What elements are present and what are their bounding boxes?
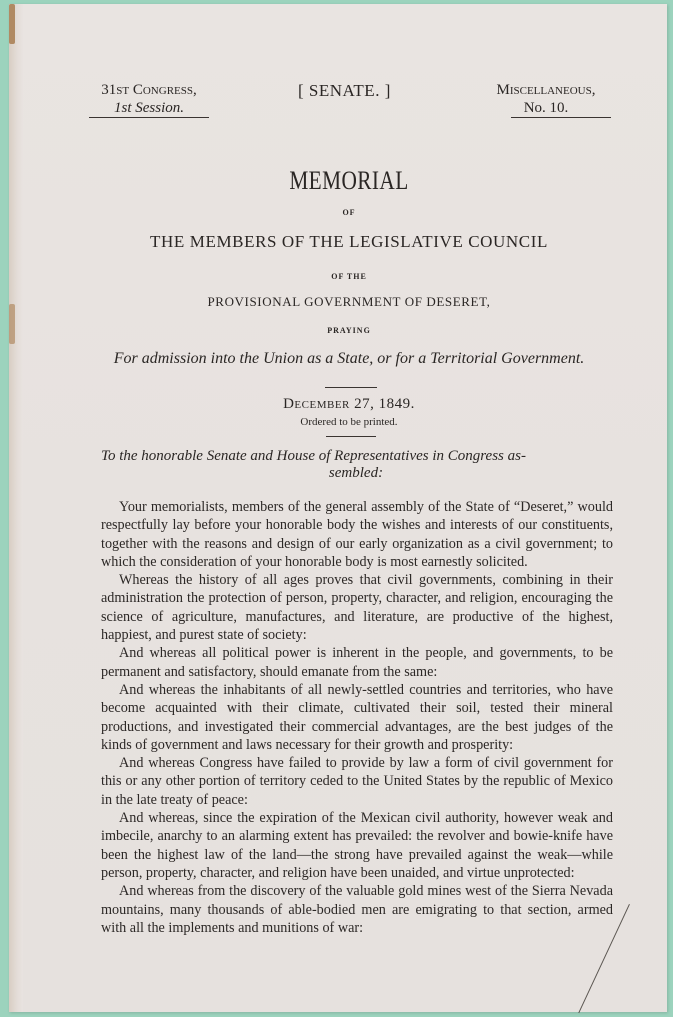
praying-label: PRAYING <box>327 326 371 335</box>
paragraph: And whereas, since the expiration of the Mexican civil authority, however weak and imbecile, anarchy to an alarming extent has prevailed: the revolver and bowie-knife have been the highest law of the land—the strong have prevailed against the weak—while person, property, character, and religion have been unaided, and virtue unprotected: <box>101 810 613 881</box>
of-label: OF <box>342 208 356 217</box>
page-spine-edge <box>9 4 23 1012</box>
paragraph: And whereas all political power is inherent in the people, and governments, to be permanent and satisfactory, should emanate from the same: <box>101 645 613 680</box>
salutation-line2: sembled: <box>328 465 384 481</box>
chamber-label: [ SENATE. ] <box>298 81 391 100</box>
provisional-heading: PROVISIONAL GOVERNMENT OF DESERET, <box>207 294 491 309</box>
header-rule-left <box>89 117 209 118</box>
paragraph: And whereas from the discovery of the valuable gold mines west of the Sierra Nevada mountains, many thousands of able-bodied men are emigrating to that section, armed with all the implements and munitions of war: <box>101 883 613 936</box>
separator-rule <box>326 436 376 437</box>
paragraph: And whereas the inhabitants of all newly-settled countries and territories, who have become acquainted with their climate, cultivated their soil, tested their mineral productions, and investigated their commercial advantages, are the best judges of the kinds of government and laws necessary for their growth and prosperity: <box>101 681 613 753</box>
ordered-note: Ordered to be printed. <box>300 416 398 428</box>
document-page <box>9 4 667 1012</box>
date-rule <box>325 387 377 388</box>
of-the-label: OF THE <box>331 272 367 281</box>
paragraph: Whereas the history of all ages proves that civil governments, combining in their administration the protection of person, property, character, and religion, encouraging the science of agriculture, manufactures, and literature, are productive of the highest, happiest, and purest state of society: <box>101 572 613 644</box>
header-rule-right <box>511 117 611 118</box>
members-heading: THE MEMBERS OF THE LEGISLATIVE COUNCIL <box>150 232 548 251</box>
document-title: MEMORIAL <box>289 166 409 195</box>
purpose-line: For admission into the Union as a State, or for a Territorial Government. <box>113 350 585 367</box>
spine-tear <box>9 304 15 344</box>
congress-session: 31st Congress, 1st Session. <box>101 82 197 116</box>
paragraph: And whereas Congress have failed to provide by law a form of civil government for this or any other portion of territory ceded to the United States by the republic of Mexico in the late treaty of peace: <box>101 755 613 808</box>
spine-tear <box>9 4 15 44</box>
document-number: Miscellaneous, No. 10. <box>496 82 596 116</box>
memorial-body <box>101 498 613 937</box>
document-header <box>9 81 667 121</box>
document-date: December 27, 1849. <box>283 396 415 412</box>
paragraph: Your memorialists, members of the general assembly of the State of “Deseret,” would respectfully lay before your honorable body the wishes and interests of our constituents, together with the reasons and design of our early organization as a civil government; to which the consideration of your honorable body is most earnestly solicited. <box>101 499 613 570</box>
salutation-line1: To the honorable Senate and House of Representatives in Congress as- <box>101 448 526 464</box>
